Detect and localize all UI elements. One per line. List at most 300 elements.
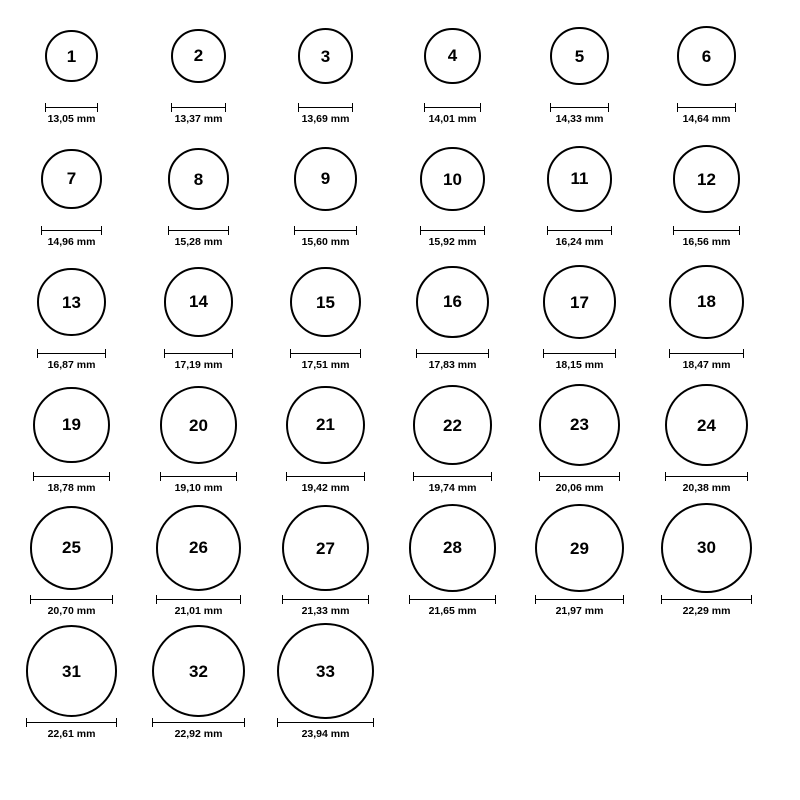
measure-tick-right [105,349,106,358]
measure-bar [420,226,484,235]
measure-line [543,353,617,354]
ring-size-number: 3 [320,46,331,66]
ring-circle-icon [409,504,497,592]
measure-tick-right [488,349,489,358]
measure-tick-right [373,718,374,727]
ring-diameter-label: 17,19 mm [174,359,223,371]
ring-circle-icon [277,623,374,720]
size-row [8,256,792,379]
ring-circle-wrap [294,133,357,225]
ring-size-number: 29 [570,538,589,558]
ring-diameter-label: 20,38 mm [682,482,731,494]
ring-circle-wrap [286,379,365,471]
ring-diameter-label: 15,92 mm [428,236,477,248]
measure-tick-left [26,718,27,727]
measure-line [677,107,736,108]
ring-diameter-label: 18,47 mm [682,359,731,371]
measure-bar [677,103,736,112]
ring-circle-icon [33,387,109,463]
measure-bar [171,103,225,112]
measure-tick-right [735,103,736,112]
measure-tick-right [352,103,353,112]
measure-line [665,476,748,477]
ring-diameter-label: 20,06 mm [555,482,604,494]
measure-tick-left [294,226,295,235]
measure-bar [550,103,608,112]
measure-bar [298,103,353,112]
ring-size-cell[interactable] [135,256,262,372]
measure-tick-left [665,472,666,481]
ring-circle-wrap [30,502,114,594]
ring-size-cell[interactable] [643,10,770,126]
ring-circle-icon [171,29,225,83]
ring-size-number: 14 [189,292,208,312]
ring-circle-wrap [168,133,230,225]
measure-tick-right [112,595,113,604]
measure-tick-left [673,226,674,235]
ring-circle-wrap [661,502,751,594]
ring-size-number: 6 [701,46,712,66]
ring-size-number: 28 [443,538,462,558]
measure-tick-right [739,226,740,235]
ring-size-cell[interactable] [135,502,262,618]
ring-diameter-label: 22,92 mm [174,728,223,740]
ring-size-cell[interactable] [135,379,262,495]
ring-size-number: 33 [316,661,335,681]
measure-tick-left [547,226,548,235]
ring-size-cell[interactable] [262,256,389,372]
measure-tick-right [747,472,748,481]
ring-size-number: 22 [443,415,462,435]
ring-circle-icon [286,386,365,465]
ring-circle-wrap [152,625,245,717]
ring-circle-icon [282,505,368,591]
ring-circle-icon [168,148,230,210]
ring-circle-wrap [37,256,105,348]
measure-line [298,107,353,108]
measure-bar [152,718,245,727]
measure-bar [669,349,744,358]
ring-size-number: 25 [62,538,81,558]
ring-diameter-label: 17,51 mm [301,359,350,371]
measure-tick-left [286,472,287,481]
size-row [8,133,792,256]
measure-tick-right [240,595,241,604]
measure-line [669,353,744,354]
ring-size-cell[interactable] [389,10,516,126]
ring-circle-icon [298,28,353,83]
ring-circle-wrap [669,256,744,348]
ring-circle-icon [665,384,748,467]
measure-tick-right [360,349,361,358]
ring-size-cell[interactable] [135,625,262,741]
measure-line [171,107,225,108]
measure-bar [164,349,234,358]
ring-size-cell[interactable] [262,379,389,495]
ring-diameter-label: 18,78 mm [47,482,96,494]
measure-tick-left [543,349,544,358]
measure-tick-left [33,472,34,481]
ring-circle-wrap [409,502,497,594]
ring-size-number: 16 [443,292,462,312]
ring-size-number: 32 [189,661,208,681]
measure-tick-right [97,103,98,112]
ring-size-number: 9 [320,169,331,189]
ring-size-cell[interactable] [262,502,389,618]
ring-circle-icon [424,28,481,85]
ring-size-cell[interactable] [516,502,643,618]
ring-circle-icon [290,267,361,338]
measure-line [294,230,357,231]
measure-line [282,599,368,600]
ring-diameter-label: 19,42 mm [301,482,350,494]
ring-size-number: 20 [189,415,208,435]
measure-tick-left [416,349,417,358]
ring-circle-wrap [539,379,620,471]
measure-tick-right [232,349,233,358]
ring-circle-icon [152,625,245,718]
measure-bar [547,226,613,235]
ring-size-cell[interactable] [8,502,135,618]
ring-circle-wrap [550,10,608,102]
ring-diameter-label: 19,74 mm [428,482,477,494]
ring-circle-wrap [277,625,374,717]
measure-line [290,353,361,354]
measure-line [409,599,497,600]
measure-bar [286,472,365,481]
ring-size-number: 21 [316,415,335,435]
measure-tick-right [364,472,365,481]
measure-bar [665,472,748,481]
ring-diameter-label: 17,83 mm [428,359,477,371]
measure-line [168,230,230,231]
ring-diameter-label: 19,10 mm [174,482,223,494]
measure-tick-left [409,595,410,604]
ring-circle-icon [539,384,620,465]
measure-tick-right [751,595,752,604]
ring-size-cell[interactable] [262,133,389,249]
ring-circle-icon [156,505,241,590]
measure-bar [413,472,493,481]
ring-size-cell[interactable] [8,625,135,741]
ring-diameter-label: 22,29 mm [682,605,731,617]
ring-size-cell[interactable] [516,256,643,372]
ring-size-cell[interactable] [8,256,135,372]
measure-line [535,599,624,600]
ring-size-number: 19 [62,415,81,435]
measure-bar [416,349,488,358]
ring-size-cell[interactable] [389,133,516,249]
measure-tick-right [356,226,357,235]
ring-size-cell[interactable] [643,379,770,495]
measure-tick-left [171,103,172,112]
ring-circle-icon [164,267,234,337]
ring-circle-wrap [160,379,237,471]
ring-size-number: 23 [570,415,589,435]
ring-diameter-label: 21,97 mm [555,605,604,617]
ring-diameter-label: 20,70 mm [47,605,96,617]
ring-circle-wrap [413,379,493,471]
ring-size-cell[interactable] [8,379,135,495]
measure-line [160,476,237,477]
ring-size-number: 5 [574,46,585,66]
ring-circle-wrap [547,133,613,225]
measure-bar [41,226,102,235]
measure-tick-left [152,718,153,727]
ring-size-number: 17 [570,292,589,312]
ring-circle-wrap [673,133,740,225]
measure-tick-right [611,226,612,235]
ring-size-cell[interactable] [643,502,770,618]
measure-tick-left [298,103,299,112]
ring-size-cell[interactable] [643,256,770,372]
ring-circle-wrap [45,10,98,102]
ring-size-number: 8 [193,169,204,189]
measure-bar [33,472,109,481]
ring-circle-icon [669,265,744,340]
measure-tick-right [244,718,245,727]
measure-line [424,107,481,108]
ring-circle-wrap [535,502,624,594]
ring-diameter-label: 13,05 mm [47,113,96,125]
ring-diameter-label: 14,96 mm [47,236,96,248]
measure-bar [535,595,624,604]
measure-tick-right [484,226,485,235]
size-row [8,502,792,625]
ring-circle-icon [45,30,98,83]
ring-diameter-label: 23,94 mm [301,728,350,740]
ring-circle-icon [160,386,237,463]
ring-size-number: 1 [66,46,77,66]
ring-circle-wrap [282,502,368,594]
measure-line [413,476,493,477]
ring-size-number: 27 [316,538,335,558]
measure-tick-left [164,349,165,358]
measure-bar [290,349,361,358]
size-row [8,379,792,502]
measure-tick-right [225,103,226,112]
measure-tick-right [368,595,369,604]
ring-circle-wrap [33,379,109,471]
ring-circle-wrap [298,10,353,102]
ring-size-number: 12 [697,169,716,189]
ring-diameter-label: 14,64 mm [682,113,731,125]
measure-tick-left [30,595,31,604]
ring-size-number: 11 [570,169,589,189]
measure-tick-right [608,103,609,112]
ring-circle-wrap [26,625,118,717]
measure-tick-right [116,718,117,727]
ring-diameter-label: 21,65 mm [428,605,477,617]
measure-line [26,722,118,723]
measure-line [37,353,105,354]
ring-circle-wrap [677,10,736,102]
measure-line [164,353,234,354]
ring-size-cell[interactable] [262,10,389,126]
ring-diameter-label: 21,33 mm [301,605,350,617]
ring-circle-wrap [420,133,484,225]
measure-line [41,230,102,231]
measure-bar [30,595,114,604]
measure-tick-left [282,595,283,604]
ring-size-number: 31 [62,661,81,681]
ring-size-cell[interactable] [135,133,262,249]
measure-tick-right [109,472,110,481]
ring-size-cell[interactable] [389,502,516,618]
measure-tick-left [277,718,278,727]
measure-tick-right [615,349,616,358]
measure-tick-left [41,226,42,235]
ring-circle-wrap [416,256,488,348]
measure-tick-right [101,226,102,235]
measure-bar [282,595,368,604]
ring-circle-icon [547,146,613,212]
size-row [8,10,792,133]
ring-diameter-label: 14,01 mm [428,113,477,125]
ring-size-cell[interactable] [8,133,135,249]
measure-tick-left [413,472,414,481]
measure-tick-right [480,103,481,112]
measure-bar [160,472,237,481]
ring-circle-icon [550,27,608,85]
ring-circle-wrap [41,133,102,225]
ring-diameter-label: 14,33 mm [555,113,604,125]
measure-bar [661,595,751,604]
ring-circle-icon [673,145,740,212]
measure-line [550,107,608,108]
measure-line [277,722,374,723]
measure-tick-left [45,103,46,112]
measure-tick-right [619,472,620,481]
ring-diameter-label: 16,56 mm [682,236,731,248]
ring-circle-icon [26,625,118,717]
ring-diameter-label: 16,87 mm [47,359,96,371]
ring-circle-wrap [171,10,225,102]
measure-bar [539,472,620,481]
ring-size-number: 18 [697,292,716,312]
measure-tick-left [535,595,536,604]
ring-diameter-label: 18,15 mm [555,359,604,371]
ring-diameter-label: 21,01 mm [174,605,223,617]
ring-size-cell[interactable] [516,133,643,249]
measure-line [30,599,114,600]
ring-size-number: 10 [443,169,462,189]
ring-size-cell[interactable] [643,133,770,249]
ring-circle-icon [30,506,114,590]
measure-line [673,230,740,231]
ring-diameter-label: 13,69 mm [301,113,350,125]
measure-bar [543,349,617,358]
ring-circle-icon [37,268,105,336]
measure-tick-right [236,472,237,481]
measure-tick-left [290,349,291,358]
ring-size-cell[interactable] [8,10,135,126]
ring-size-number: 26 [189,538,208,558]
measure-tick-left [661,595,662,604]
measure-tick-left [539,472,540,481]
measure-tick-left [424,103,425,112]
ring-diameter-label: 15,60 mm [301,236,350,248]
measure-line [661,599,751,600]
ring-circle-icon [535,504,624,593]
ring-size-number: 30 [697,538,716,558]
measure-line [33,476,109,477]
ring-circle-wrap [164,256,234,348]
measure-bar [673,226,740,235]
measure-tick-left [550,103,551,112]
ring-size-number: 7 [66,169,77,189]
ring-size-cell[interactable] [389,256,516,372]
ring-circle-icon [294,147,357,210]
measure-bar [168,226,230,235]
ring-circle-icon [420,147,484,211]
ring-size-cell[interactable] [135,10,262,126]
measure-tick-right [491,472,492,481]
ring-circle-wrap [543,256,617,348]
measure-line [420,230,484,231]
measure-bar [277,718,374,727]
ring-size-cell[interactable] [389,379,516,495]
measure-bar [45,103,98,112]
ring-circle-icon [543,265,617,339]
measure-bar [37,349,105,358]
ring-size-cell[interactable] [516,10,643,126]
ring-size-number: 4 [447,46,458,66]
measure-tick-right [228,226,229,235]
measure-line [45,107,98,108]
ring-circle-icon [661,503,751,593]
ring-circle-icon [413,385,493,465]
measure-tick-left [37,349,38,358]
measure-tick-left [168,226,169,235]
measure-line [416,353,488,354]
ring-circle-wrap [290,256,361,348]
ring-diameter-label: 16,24 mm [555,236,604,248]
ring-size-number: 24 [697,415,716,435]
measure-tick-right [495,595,496,604]
measure-tick-right [743,349,744,358]
ring-size-cell[interactable] [262,625,389,741]
measure-bar [294,226,357,235]
measure-line [547,230,613,231]
ring-diameter-label: 13,37 mm [174,113,223,125]
measure-bar [26,718,118,727]
measure-tick-left [156,595,157,604]
ring-circle-wrap [424,10,481,102]
measure-tick-left [669,349,670,358]
ring-size-number: 15 [316,292,335,312]
size-row [8,625,792,748]
ring-diameter-label: 15,28 mm [174,236,223,248]
measure-line [156,599,241,600]
ring-circle-wrap [665,379,748,471]
ring-circle-icon [416,266,488,338]
measure-bar [156,595,241,604]
ring-size-cell[interactable] [516,379,643,495]
measure-tick-left [677,103,678,112]
measure-bar [424,103,481,112]
ring-size-number: 2 [193,46,204,66]
ring-diameter-label: 22,61 mm [47,728,96,740]
ring-circle-icon [677,26,736,85]
measure-tick-left [160,472,161,481]
ring-size-number: 13 [62,292,81,312]
measure-line [152,722,245,723]
measure-bar [409,595,497,604]
measure-line [286,476,365,477]
ring-circle-wrap [156,502,241,594]
ring-circle-icon [41,149,102,210]
